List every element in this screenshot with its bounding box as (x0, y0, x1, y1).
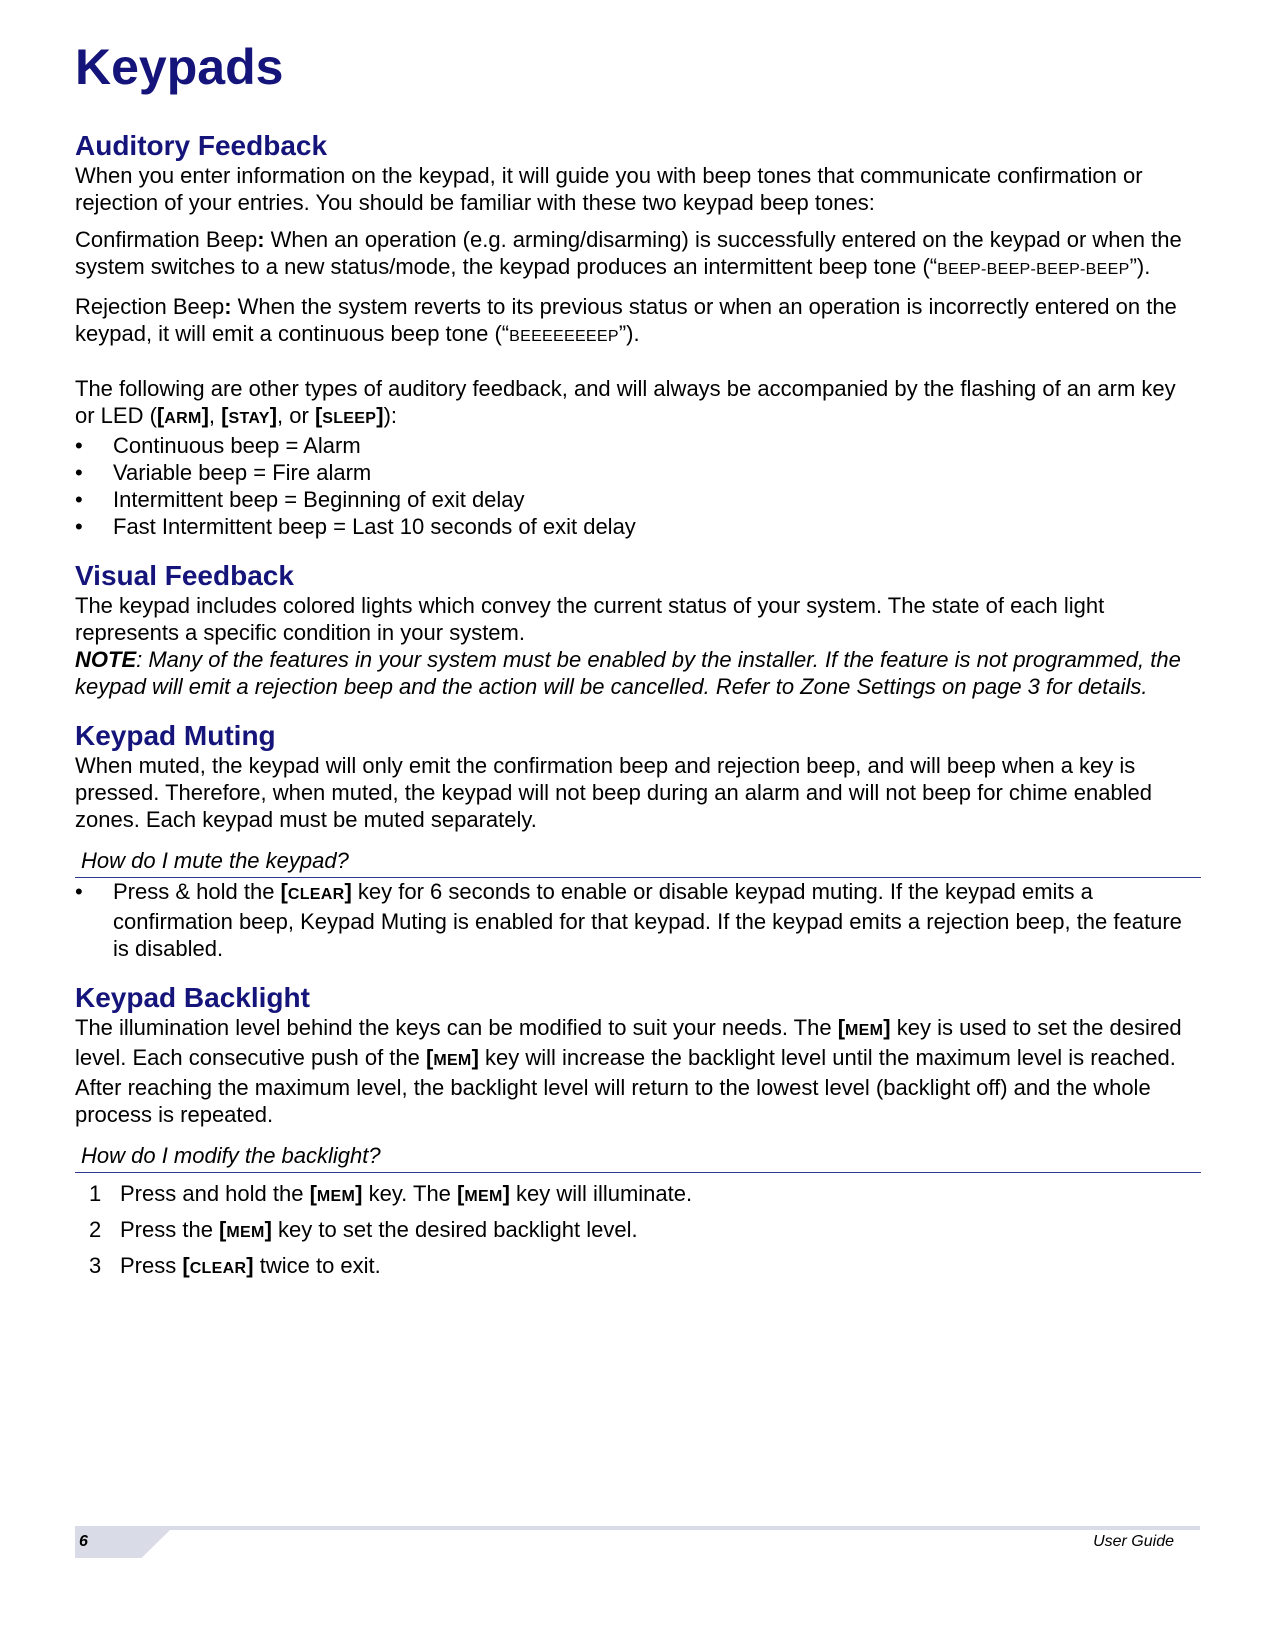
list-item (75, 1249, 1200, 1285)
step-text: key will illuminate. (509, 1181, 693, 1206)
auditory-bullet-list (75, 432, 1200, 540)
visual-note (75, 646, 1200, 700)
confirmation-beep-end: ”). (1129, 254, 1151, 279)
mem-key: [MEM] (426, 1045, 479, 1070)
mem-key-label: MEM (433, 1052, 472, 1069)
muting-steps (75, 878, 1200, 962)
step-number: 1 (89, 1181, 102, 1206)
mem-key-label: MEM (226, 1224, 265, 1241)
rejection-beep-end: ”). (618, 321, 640, 346)
clear-key: [CLEAR] (182, 1253, 254, 1278)
backlight-text-c: key will increase the backlight level until the maximum level is reached. After reaching the maximum level, the backlight level will return to the lowest level (backlight off) and the whole process is repeated. (75, 1045, 1176, 1127)
backlight-text (75, 1014, 1200, 1128)
clear-key-label: CLEAR (189, 1260, 247, 1277)
section-heading-muting: Keypad Muting (75, 720, 276, 751)
mem-key: [MEM] (837, 1015, 891, 1040)
list-item (75, 1213, 1200, 1249)
muting-step-text-a: Press & hold the (113, 879, 281, 904)
backlight-howto-heading: How do I modify the backlight? (75, 1142, 1201, 1173)
list-item (75, 878, 1200, 962)
step-number: 2 (89, 1217, 102, 1242)
confirmation-beep-sound: BEEP-BEEP-BEEP-BEEP (937, 261, 1130, 278)
stay-key: [STAY] (221, 403, 278, 428)
visual-text: The keypad includes colored lights which convey the current status of your system. The state of each light represents a specific condition in your system. (75, 593, 1105, 645)
mem-key: [MEM] (219, 1217, 272, 1242)
or-text: , or (277, 403, 315, 428)
step-text: Press the (120, 1217, 220, 1242)
page-content (75, 130, 1200, 1285)
list-item (75, 1177, 1200, 1213)
clear-key: [CLEAR] (280, 879, 352, 904)
muting-howto-heading: How do I mute the keypad? (75, 847, 1201, 878)
arm-key: [ARM] (156, 403, 209, 428)
footer-page-tab (75, 1530, 170, 1558)
muting-step-text-b: key for 6 seconds to enable or disable keypad muting. If the keypad emits a confirmation beep, Keypad Muting is enabled for that keypad. If the keypad emits a rejection beep, the feature is disabled. (113, 879, 1182, 961)
step-text: key to set the desired backlight level. (271, 1217, 638, 1242)
other-feedback-text: The following are other types of auditory feedback, and will always be accompanied by the flashing of an arm key or LED ( (75, 376, 1176, 428)
muting-text: When muted, the keypad will only emit the confirmation beep and rejection beep, and will beep when a key is pressed. Therefore, when muted, the keypad will not beep during an alarm and will not beep for chime enabled zones. Each keypad must be muted separately. (75, 753, 1153, 832)
step-number: 3 (89, 1253, 102, 1278)
rejection-beep-label: Rejection Beep (75, 294, 225, 319)
mem-key-label: MEM (316, 1188, 356, 1205)
note-text: : Many of the features in your system must be enabled by the installer. If the feature is not programmed, the keypad will emit a rejection beep and the action will be cancelled. Refer to Zone Settings on page 3 for details. (75, 647, 1181, 699)
sleep-key: [SLEEP] (314, 403, 384, 428)
confirmation-beep-text: When an operation (e.g. arming/disarming) is successfully entered on the keypad or when the system switches to a new status/mode, the keypad produces an intermittent beep tone (“ (75, 227, 1182, 279)
step-text: Press (120, 1253, 183, 1278)
backlight-text-a: The illumination level behind the keys can be modified to suit your needs. The (75, 1015, 838, 1040)
note-label: NOTE (75, 647, 137, 672)
section-visual (75, 560, 1200, 700)
other-feedback-intro: The following are other types of auditory feedback, and will always be accompanied by the flashing of an arm key or LED ([ARM], [STAY], or [SLEEP]): (75, 376, 1176, 428)
mem-key: [MEM] (457, 1181, 510, 1206)
list-item: • Continuous beep = Alarm (75, 432, 1200, 459)
list-item: • Fast Intermittent beep = Last 10 seconds of exit delay (75, 513, 1200, 540)
sleep-key-label: SLEEP (322, 410, 377, 427)
step-text: twice to exit. (253, 1253, 381, 1278)
arm-key-label: ARM (164, 410, 202, 427)
section-muting (75, 720, 1200, 962)
section-heading-visual: Visual Feedback (75, 560, 294, 591)
backlight-text-b: key is used to set the desired level. Each consecutive push of the (75, 1015, 1182, 1070)
section-heading-backlight: Keypad Backlight (75, 982, 310, 1013)
rejection-beep-text: When the system reverts to its previous status or when an operation is incorrectly entered on the keypad, it will emit a continuous beep tone (“ (75, 294, 1177, 346)
footer-page-number: 6 (79, 1533, 88, 1550)
stay-key-label: STAY (228, 410, 270, 427)
clear-key-label: CLEAR (287, 886, 345, 903)
step-text: Press and hold the (120, 1181, 310, 1206)
backlight-steps (75, 1177, 1200, 1285)
mem-key: [MEM] (309, 1181, 363, 1206)
section-heading-auditory: Auditory Feedback (75, 130, 328, 161)
confirmation-beep-label: Confirmation Beep (75, 227, 258, 252)
page-title: Keypads (75, 39, 284, 95)
section-backlight (75, 982, 1200, 1285)
footer-rule (75, 1526, 1200, 1530)
footer-document-title: User Guide (1093, 1533, 1174, 1550)
rejection-beep-paragraph: Rejection Beep: When the system reverts to its previous status or when an operation is incorrectly entered on the keypad, it will emit a continuous beep tone (“BEEEEEEEEP”). (75, 294, 1177, 346)
auditory-intro: When you enter information on the keypad, it will guide you with beep tones that communicate confirmation or rejection of your entries. You should be familiar with these two keypad beep tones: (75, 163, 1143, 215)
mem-key-label: MEM (464, 1188, 503, 1205)
rejection-beep-sound: BEEEEEEEEP (509, 328, 619, 345)
mem-key-label: MEM (845, 1022, 884, 1039)
list-item: • Variable beep = Fire alarm (75, 459, 1200, 486)
list-item: • Intermittent beep = Beginning of exit delay (75, 486, 1200, 513)
step-text: key. The (362, 1181, 458, 1206)
confirmation-beep-paragraph: Confirmation Beep: When an operation (e.g. arming/disarming) is successfully entered on the keypad or when the system switches to a new status/mode, the keypad produces an intermittent beep tone (“BEEP-BEEP-BEEP-BEEP”). (75, 227, 1182, 279)
